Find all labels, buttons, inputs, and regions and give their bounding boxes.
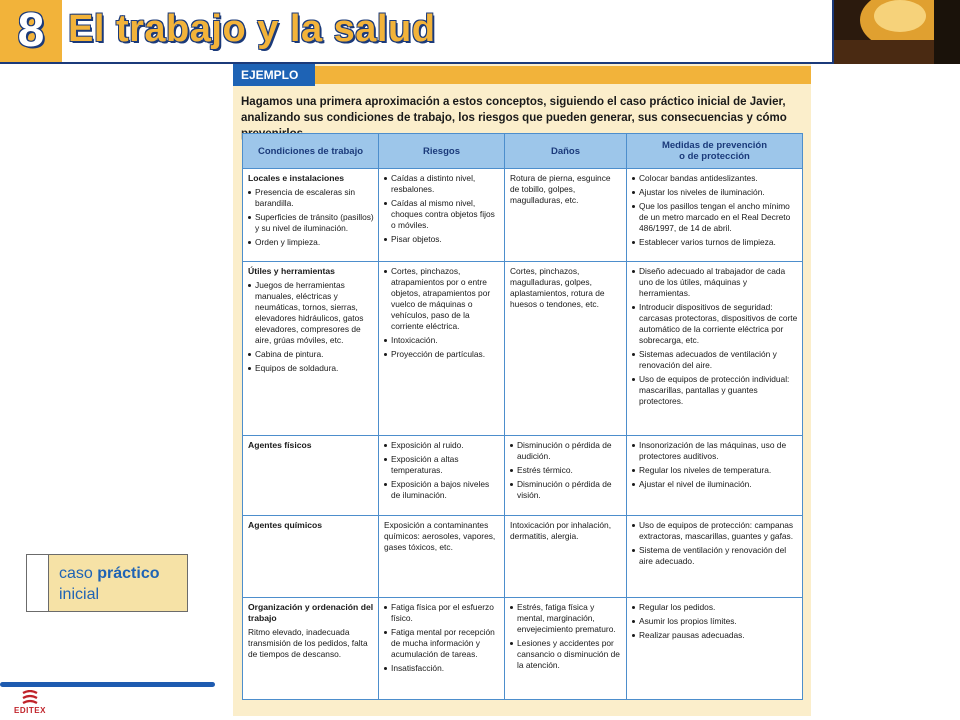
case-note-strong: práctico (97, 565, 160, 582)
measure-cell (627, 516, 803, 598)
measure-list (632, 266, 798, 407)
list-item: Caídas a distinto nivel, resbalones. (384, 173, 500, 195)
risk-cell (379, 169, 505, 262)
list-item: Caídas al mismo nivel, choques contra objetos fijos o móviles. (384, 198, 500, 231)
header-conditions: Condiciones de trabajo (243, 134, 379, 169)
list-item: Juegos de herramientas manuales, eléctricas y neumáticas, tornos, sierras, elevadores hidráulicos, gatos elevadores, compresores de aire, grúas móviles, etc. (248, 280, 374, 346)
list-item: Orden y limpieza. (248, 237, 374, 248)
damage-cell (505, 598, 627, 700)
list-item: Que los pasillos tengan el ancho mínimo de un metro marcado en el Real Decreto 486/1997, de 14 de abril. (632, 201, 798, 234)
list-item: Sistemas adecuados de ventilación y renovación del aire. (632, 349, 798, 371)
damage-cell (505, 516, 627, 598)
list-item: Cabina de pintura. (248, 349, 374, 360)
measure-cell (627, 598, 803, 700)
list-item: Regular los pedidos. (632, 602, 798, 613)
damage-list (510, 440, 622, 501)
example-panel (233, 64, 811, 716)
risk-cell (379, 262, 505, 436)
measure-cell (627, 436, 803, 516)
list-item: Fatiga mental por recepción de mucha información y acumulación de tareas. (384, 627, 500, 660)
risk-list (384, 602, 500, 674)
list-item: Regular los niveles de temperatura. (632, 465, 798, 476)
measure-list (632, 602, 798, 641)
list-item: Sistema de ventilación y renovación del aire adecuado. (632, 545, 798, 567)
list-item: Superficies de tránsito (pasillos) y su nivel de iluminación. (248, 212, 374, 234)
table-row (243, 262, 803, 436)
risk-list (384, 266, 500, 360)
list-item: Lesiones y accidentes por cansancio o disminución de la atención. (510, 638, 622, 671)
list-item: Asumir los propios límites. (632, 616, 798, 627)
list-item: Cortes, pinchazos, atrapamientos por o entre objetos, atrapamientos por vuelco de máquinas o vehículos, paso de la corriente eléctrica. (384, 266, 500, 332)
table-header-row (243, 134, 803, 169)
list-item: Estrés, fatiga física y mental, marginación, envejecimiento prematuro. (510, 602, 622, 635)
table-row (243, 516, 803, 598)
footer-bar (0, 682, 215, 687)
chapter-number: 8 (17, 4, 45, 57)
list-item: Uso de equipos de protección individual: mascarillas, pantallas y guantes protectores. (632, 374, 798, 407)
list-item: Establecer varios turnos de limpieza. (632, 237, 798, 248)
damage-cell (505, 169, 627, 262)
editex-logo-text: EDITEX (14, 706, 46, 715)
header-damages: Daños (505, 134, 627, 169)
case-note-text (59, 563, 160, 605)
list-item: Pisar objetos. (384, 234, 500, 245)
risk-cell (379, 516, 505, 598)
list-item: Disminución o pérdida de visión. (510, 479, 622, 501)
condition-title: Útiles y herramientas (248, 266, 335, 276)
editex-logo (8, 690, 52, 716)
damage-text: Rotura de pierna, esguince de tobillo, golpes, magulladuras, etc. (510, 173, 611, 205)
risk-list (384, 440, 500, 501)
table-row (243, 169, 803, 262)
risk-cell (379, 436, 505, 516)
list-item: Estrés térmico. (510, 465, 622, 476)
list-item: Diseño adecuado al trabajador de cada uno de los útiles, máquinas y herramientas. (632, 266, 798, 299)
damage-text: Intoxicación por inhalación, dermatitis, alergia. (510, 520, 612, 541)
example-intro: Hagamos una primera aproximación a estos conceptos, siguiendo el caso práctico inicial de Javier, analizando sus condiciones de trabajo, los riesgos que pueden generar, sus consecuencias y cómo (241, 96, 787, 124)
list-item: Ajustar los niveles de iluminación. (632, 187, 798, 198)
condition-cell (243, 598, 379, 700)
condition-cell (243, 516, 379, 598)
condition-list (248, 187, 374, 248)
list-item: Equipos de soldadura. (248, 363, 374, 374)
condition-cell (243, 436, 379, 516)
list-item: Realizar pausas adecuadas. (632, 630, 798, 641)
list-item: Proyección de partículas. (384, 349, 500, 360)
header-measures-line2: o de protección (679, 151, 750, 162)
damage-list (510, 602, 622, 671)
case-note-bar (27, 555, 49, 611)
header-photo (832, 0, 960, 64)
example-strip (315, 66, 811, 84)
chapter-badge (0, 0, 62, 62)
example-tab: EJEMPLO (233, 64, 315, 86)
measure-list (632, 440, 798, 490)
damage-cell (505, 436, 627, 516)
list-item: Colocar bandas antideslizantes. (632, 173, 798, 184)
condition-cell (243, 169, 379, 262)
risk-list (384, 173, 500, 245)
case-note-line2: inicial (59, 586, 100, 603)
header-measures-line1: Medidas de prevención (661, 140, 768, 151)
list-item: Exposición al ruido. (384, 440, 500, 451)
list-item: Uso de equipos de protección: campanas extractoras, mascarillas, guantes y gafas. (632, 520, 798, 542)
measure-cell (627, 262, 803, 436)
measure-list (632, 173, 798, 248)
condition-title: Locales e instalaciones (248, 173, 345, 183)
measure-list (632, 520, 798, 567)
condition-cell (243, 262, 379, 436)
risk-table (242, 133, 803, 700)
damage-cell (505, 262, 627, 436)
list-item: Disminución o pérdida de audición. (510, 440, 622, 462)
header-measures (627, 134, 803, 169)
editex-logo-icon (20, 690, 40, 706)
header-risks: Riesgos (379, 134, 505, 169)
condition-title: Agentes físicos (248, 440, 312, 450)
list-item: Ajustar el nivel de iluminación. (632, 479, 798, 490)
list-item: Presencia de escaleras sin barandilla. (248, 187, 374, 209)
measure-cell (627, 169, 803, 262)
risk-cell (379, 598, 505, 700)
list-item: Exposición a bajos niveles de iluminación. (384, 479, 500, 501)
list-item: Fatiga física por el esfuerzo físico. (384, 602, 500, 624)
risk-text: Exposición a contaminantes químicos: aerosoles, vapores, gases tóxicos, etc. (384, 520, 496, 552)
condition-text: Ritmo elevado, inadecuada transmisión de los pedidos, falta de tiempos de descanso. (248, 627, 368, 659)
condition-list (248, 280, 374, 374)
list-item: Insonorización de las máquinas, uso de protectores auditivos. (632, 440, 798, 462)
table-row (243, 598, 803, 700)
page-title: El trabajo y la salud (68, 8, 436, 50)
condition-title: Agentes químicos (248, 520, 323, 530)
case-study-note (26, 554, 188, 612)
list-item: Exposición a altas temperaturas. (384, 454, 500, 476)
condition-title: Organización y ordenación del trabajo (248, 602, 374, 623)
case-note-prefix: caso (59, 565, 93, 582)
table-row (243, 436, 803, 516)
list-item: Insatisfacción. (384, 663, 500, 674)
list-item: Introducir dispositivos de seguridad: carcasas protectoras, dispositivos de corte automático de la corriente eléctrica por sobrecarga, etc. (632, 302, 798, 346)
list-item: Intoxicación. (384, 335, 500, 346)
damage-text: Cortes, pinchazos, magulladuras, golpes, aplastamientos, rotura de huesos o tendones, etc. (510, 266, 605, 309)
